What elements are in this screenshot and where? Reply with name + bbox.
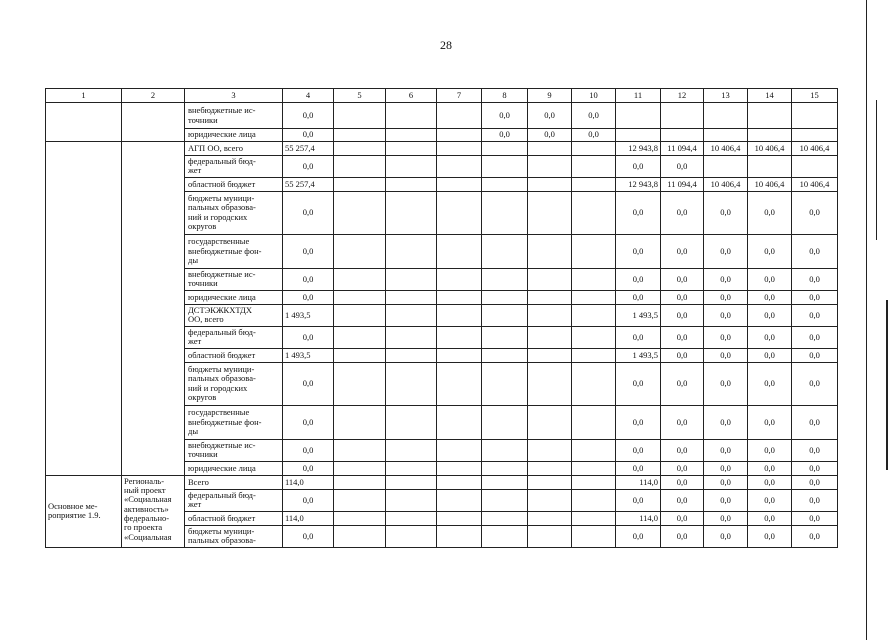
value-cell-col-4: 0,0 [283,525,334,547]
scan-edge-mark [886,300,888,470]
value-cell-col-11: 0,0 [616,156,661,178]
value-cell-col-14: 0,0 [748,475,792,489]
value-cell-col-7 [437,177,482,191]
value-cell-col-9 [528,191,572,234]
funding-source-label: государственные внебюджетные фон- ды [185,234,283,268]
value-cell-col-4: 0,0 [283,129,334,142]
header-cell-9: 9 [528,89,572,103]
value-cell-col-9 [528,290,572,304]
value-cell-col-4: 0,0 [283,326,334,348]
value-cell-col-6 [386,290,437,304]
funding-source-label: ДСТЭКЖКХТДХ ОО, всего [185,304,283,326]
value-cell-col-7 [437,304,482,326]
value-cell-col-8 [482,511,528,525]
value-cell-col-13: 0,0 [704,191,748,234]
header-cell-4: 4 [283,89,334,103]
value-cell-col-7 [437,142,482,156]
value-cell-col-5 [334,405,386,439]
value-cell-col-5 [334,142,386,156]
value-cell-col-11 [616,129,661,142]
value-cell-col-12 [661,103,704,129]
value-cell-col-6 [386,191,437,234]
value-cell-col-10 [572,475,616,489]
value-cell-col-5 [334,234,386,268]
value-cell-col-11: 0,0 [616,525,661,547]
value-cell-col-6 [386,461,437,475]
value-cell-col-8 [482,177,528,191]
value-cell-col-14: 0,0 [748,511,792,525]
value-cell-col-6 [386,362,437,405]
value-cell-col-10 [572,304,616,326]
value-cell-col-13: 0,0 [704,461,748,475]
value-cell-col-7 [437,511,482,525]
value-cell-col-13: 0,0 [704,304,748,326]
funding-source-label: бюджеты муници- пальных образова- ний и городских округов [185,191,283,234]
value-cell-col-15: 0,0 [792,362,838,405]
value-cell-col-13: 0,0 [704,290,748,304]
value-cell-col-5 [334,461,386,475]
value-cell-col-9: 0,0 [528,129,572,142]
value-cell-col-5 [334,525,386,547]
value-cell-col-8 [482,348,528,362]
table-row [46,142,838,156]
value-cell-col-6 [386,156,437,178]
value-cell-col-7 [437,268,482,290]
value-cell-col-9 [528,475,572,489]
value-cell-col-14: 10 406,4 [748,177,792,191]
value-cell-col-6 [386,475,437,489]
header-cell-7: 7 [437,89,482,103]
value-cell-col-8 [482,475,528,489]
value-cell-col-14: 0,0 [748,439,792,461]
value-cell-col-7 [437,475,482,489]
value-cell-col-6 [386,268,437,290]
funding-source-label: АГП ОО, всего [185,142,283,156]
value-cell-col-13 [704,103,748,129]
value-cell-col-9 [528,362,572,405]
value-cell-col-12: 0,0 [661,326,704,348]
value-cell-col-11: 1 493,5 [616,304,661,326]
value-cell-col-7 [437,439,482,461]
value-cell-col-14: 0,0 [748,304,792,326]
header-cell-11: 11 [616,89,661,103]
header-cell-1: 1 [46,89,122,103]
value-cell-col-5 [334,326,386,348]
value-cell-col-7 [437,103,482,129]
value-cell-col-11: 0,0 [616,268,661,290]
value-cell-col-15: 0,0 [792,461,838,475]
value-cell-col-10 [572,348,616,362]
value-cell-col-9 [528,525,572,547]
activity-cell [46,142,122,476]
value-cell-col-6 [386,142,437,156]
value-cell-col-15: 0,0 [792,191,838,234]
value-cell-col-14: 0,0 [748,234,792,268]
value-cell-col-10 [572,489,616,511]
value-cell-col-9 [528,489,572,511]
scan-edge-line [866,0,867,640]
value-cell-col-15: 0,0 [792,511,838,525]
value-cell-col-6 [386,304,437,326]
value-cell-col-12: 0,0 [661,439,704,461]
funding-source-label: бюджеты муници- пальных образова- [185,525,283,547]
value-cell-col-10 [572,177,616,191]
value-cell-col-12: 0,0 [661,156,704,178]
funding-source-label: областной бюджет [185,511,283,525]
value-cell-col-12 [661,129,704,142]
value-cell-col-4: 0,0 [283,156,334,178]
header-cell-6: 6 [386,89,437,103]
value-cell-col-10 [572,439,616,461]
value-cell-col-14: 0,0 [748,362,792,405]
activity-cell: Основное ме- роприятие 1.9. [46,475,122,547]
value-cell-col-10 [572,525,616,547]
activity-cell [46,103,122,142]
value-cell-col-8 [482,362,528,405]
value-cell-col-8 [482,290,528,304]
value-cell-col-4: 114,0 [283,475,334,489]
value-cell-col-13: 0,0 [704,489,748,511]
value-cell-col-7 [437,362,482,405]
value-cell-col-9 [528,234,572,268]
value-cell-col-12: 0,0 [661,268,704,290]
value-cell-col-10 [572,405,616,439]
value-cell-col-10 [572,142,616,156]
value-cell-col-7 [437,129,482,142]
value-cell-col-5 [334,348,386,362]
value-cell-col-15: 0,0 [792,348,838,362]
funding-source-label: областной бюджет [185,348,283,362]
project-cell [122,103,185,142]
value-cell-col-10 [572,362,616,405]
funding-source-label: областной бюджет [185,177,283,191]
value-cell-col-8 [482,268,528,290]
funding-source-label: юридические лица [185,290,283,304]
value-cell-col-13: 0,0 [704,234,748,268]
header-cell-12: 12 [661,89,704,103]
value-cell-col-8 [482,461,528,475]
value-cell-col-11: 0,0 [616,461,661,475]
value-cell-col-14: 0,0 [748,461,792,475]
value-cell-col-8: 0,0 [482,129,528,142]
value-cell-col-5 [334,511,386,525]
value-cell-col-14: 10 406,4 [748,142,792,156]
value-cell-col-13 [704,156,748,178]
value-cell-col-6 [386,489,437,511]
value-cell-col-8 [482,156,528,178]
funding-source-label: федеральный бюд- жет [185,156,283,178]
value-cell-col-9 [528,156,572,178]
value-cell-col-8 [482,234,528,268]
value-cell-col-4: 0,0 [283,103,334,129]
header-row [46,89,838,103]
value-cell-col-12: 11 094,4 [661,177,704,191]
value-cell-col-5 [334,439,386,461]
value-cell-col-13: 0,0 [704,348,748,362]
value-cell-col-6 [386,177,437,191]
value-cell-col-15: 0,0 [792,475,838,489]
value-cell-col-10 [572,156,616,178]
header-cell-2: 2 [122,89,185,103]
value-cell-col-12: 0,0 [661,489,704,511]
value-cell-col-5 [334,129,386,142]
value-cell-col-8: 0,0 [482,103,528,129]
value-cell-col-13: 0,0 [704,439,748,461]
value-cell-col-12: 0,0 [661,461,704,475]
value-cell-col-4: 114,0 [283,511,334,525]
value-cell-col-13: 0,0 [704,405,748,439]
value-cell-col-4: 0,0 [283,439,334,461]
value-cell-col-14: 0,0 [748,525,792,547]
value-cell-col-8 [482,304,528,326]
value-cell-col-4: 1 493,5 [283,348,334,362]
value-cell-col-8 [482,191,528,234]
value-cell-col-14: 0,0 [748,268,792,290]
value-cell-col-9 [528,461,572,475]
value-cell-col-7 [437,348,482,362]
value-cell-col-5 [334,103,386,129]
budget-table [45,88,838,548]
value-cell-col-6 [386,348,437,362]
value-cell-col-7 [437,290,482,304]
value-cell-col-8 [482,489,528,511]
value-cell-col-5 [334,475,386,489]
value-cell-col-7 [437,234,482,268]
value-cell-col-14: 0,0 [748,326,792,348]
value-cell-col-14 [748,103,792,129]
value-cell-col-8 [482,405,528,439]
page-number: 28 [440,38,452,52]
value-cell-col-13: 0,0 [704,525,748,547]
value-cell-col-4: 0,0 [283,405,334,439]
value-cell-col-4: 0,0 [283,191,334,234]
value-cell-col-7 [437,326,482,348]
value-cell-col-15: 0,0 [792,525,838,547]
value-cell-col-13: 10 406,4 [704,177,748,191]
value-cell-col-5 [334,177,386,191]
value-cell-col-11: 0,0 [616,290,661,304]
value-cell-col-6 [386,129,437,142]
funding-source-label: государственные внебюджетные фон- ды [185,405,283,439]
value-cell-col-6 [386,511,437,525]
value-cell-col-12: 0,0 [661,405,704,439]
value-cell-col-9 [528,405,572,439]
value-cell-col-4: 0,0 [283,290,334,304]
value-cell-col-13: 0,0 [704,511,748,525]
value-cell-col-15: 0,0 [792,326,838,348]
value-cell-col-9 [528,439,572,461]
value-cell-col-10 [572,326,616,348]
value-cell-col-5 [334,489,386,511]
value-cell-col-4: 0,0 [283,461,334,475]
table-row [46,103,838,129]
value-cell-col-10 [572,234,616,268]
value-cell-col-5 [334,290,386,304]
value-cell-col-12: 0,0 [661,511,704,525]
value-cell-col-9 [528,326,572,348]
value-cell-col-4: 0,0 [283,268,334,290]
value-cell-col-9 [528,348,572,362]
value-cell-col-11: 12 943,8 [616,142,661,156]
value-cell-col-10 [572,191,616,234]
project-cell: Региональ- ный проект «Социальная активность» федерально- го проекта «Социальная [122,475,185,547]
value-cell-col-14 [748,156,792,178]
value-cell-col-9: 0,0 [528,103,572,129]
value-cell-col-12: 0,0 [661,348,704,362]
value-cell-col-6 [386,326,437,348]
funding-source-label: федеральный бюд- жет [185,326,283,348]
value-cell-col-9 [528,268,572,290]
value-cell-col-10: 0,0 [572,103,616,129]
value-cell-col-14: 0,0 [748,348,792,362]
value-cell-col-13: 0,0 [704,475,748,489]
funding-source-label: бюджеты муници- пальных образова- ний и городских округов [185,362,283,405]
funding-source-label: юридические лица [185,461,283,475]
value-cell-col-15: 0,0 [792,405,838,439]
value-cell-col-15: 0,0 [792,304,838,326]
value-cell-col-14 [748,129,792,142]
value-cell-col-15 [792,156,838,178]
value-cell-col-5 [334,191,386,234]
value-cell-col-11: 114,0 [616,511,661,525]
value-cell-col-10: 0,0 [572,129,616,142]
value-cell-col-4: 0,0 [283,234,334,268]
header-cell-10: 10 [572,89,616,103]
funding-source-label: юридические лица [185,129,283,142]
funding-source-label: федеральный бюд- жет [185,489,283,511]
value-cell-col-15: 0,0 [792,439,838,461]
value-cell-col-4: 55 257,4 [283,177,334,191]
value-cell-col-12: 0,0 [661,362,704,405]
value-cell-col-12: 0,0 [661,234,704,268]
header-cell-8: 8 [482,89,528,103]
value-cell-col-11: 0,0 [616,191,661,234]
value-cell-col-15: 0,0 [792,489,838,511]
value-cell-col-10 [572,268,616,290]
value-cell-col-13: 0,0 [704,326,748,348]
header-cell-15: 15 [792,89,838,103]
header-cell-14: 14 [748,89,792,103]
value-cell-col-15: 10 406,4 [792,177,838,191]
value-cell-col-8 [482,525,528,547]
value-cell-col-11 [616,103,661,129]
value-cell-col-11: 0,0 [616,405,661,439]
value-cell-col-11: 0,0 [616,362,661,405]
table-row [46,475,838,489]
header-cell-3: 3 [185,89,283,103]
value-cell-col-13: 10 406,4 [704,142,748,156]
value-cell-col-15 [792,103,838,129]
project-cell [122,142,185,476]
value-cell-col-7 [437,405,482,439]
funding-source-label: Всего [185,475,283,489]
value-cell-col-15: 0,0 [792,268,838,290]
value-cell-col-7 [437,461,482,475]
value-cell-col-5 [334,304,386,326]
value-cell-col-12: 0,0 [661,475,704,489]
value-cell-col-11: 0,0 [616,489,661,511]
funding-source-label: внебюджетные ис- точники [185,103,283,129]
value-cell-col-12: 0,0 [661,191,704,234]
value-cell-col-11: 1 493,5 [616,348,661,362]
value-cell-col-12: 11 094,4 [661,142,704,156]
value-cell-col-15: 0,0 [792,290,838,304]
value-cell-col-12: 0,0 [661,304,704,326]
value-cell-col-6 [386,103,437,129]
value-cell-col-5 [334,362,386,405]
value-cell-col-11: 12 943,8 [616,177,661,191]
value-cell-col-9 [528,304,572,326]
value-cell-col-12: 0,0 [661,290,704,304]
value-cell-col-8 [482,142,528,156]
scan-edge-mark [876,100,877,240]
value-cell-col-14: 0,0 [748,290,792,304]
value-cell-col-14: 0,0 [748,191,792,234]
value-cell-col-11: 0,0 [616,439,661,461]
value-cell-col-10 [572,290,616,304]
value-cell-col-5 [334,156,386,178]
value-cell-col-11: 0,0 [616,326,661,348]
value-cell-col-14: 0,0 [748,489,792,511]
value-cell-col-6 [386,439,437,461]
value-cell-col-13 [704,129,748,142]
value-cell-col-4: 0,0 [283,489,334,511]
funding-source-label: внебюджетные ис- точники [185,439,283,461]
value-cell-col-6 [386,405,437,439]
value-cell-col-15: 10 406,4 [792,142,838,156]
value-cell-col-13: 0,0 [704,268,748,290]
value-cell-col-11: 114,0 [616,475,661,489]
value-cell-col-8 [482,326,528,348]
value-cell-col-8 [482,439,528,461]
value-cell-col-9 [528,511,572,525]
value-cell-col-12: 0,0 [661,525,704,547]
value-cell-col-6 [386,525,437,547]
value-cell-col-13: 0,0 [704,362,748,405]
value-cell-col-10 [572,461,616,475]
value-cell-col-11: 0,0 [616,234,661,268]
value-cell-col-14: 0,0 [748,405,792,439]
value-cell-col-9 [528,142,572,156]
funding-source-label: внебюджетные ис- точники [185,268,283,290]
value-cell-col-4: 0,0 [283,362,334,405]
value-cell-col-9 [528,177,572,191]
value-cell-col-7 [437,489,482,511]
header-cell-5: 5 [334,89,386,103]
value-cell-col-4: 55 257,4 [283,142,334,156]
value-cell-col-6 [386,234,437,268]
header-cell-13: 13 [704,89,748,103]
value-cell-col-4: 1 493,5 [283,304,334,326]
value-cell-col-7 [437,191,482,234]
value-cell-col-15 [792,129,838,142]
value-cell-col-15: 0,0 [792,234,838,268]
value-cell-col-7 [437,525,482,547]
value-cell-col-7 [437,156,482,178]
value-cell-col-5 [334,268,386,290]
value-cell-col-10 [572,511,616,525]
